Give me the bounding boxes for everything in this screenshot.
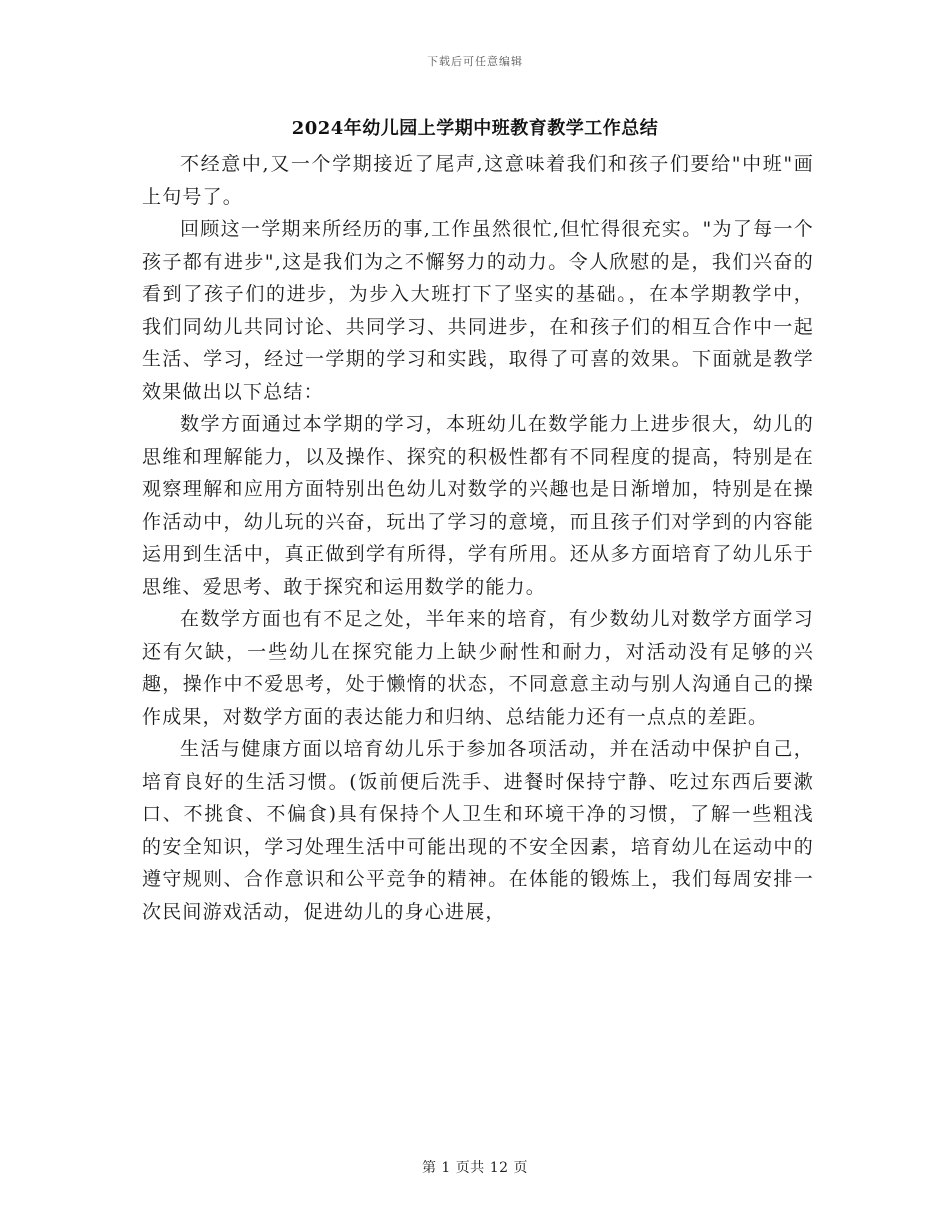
document-body — [142, 148, 814, 928]
paragraph-math-progress: 数学方面通过本学期的学习，本班幼儿在数学能力上进步很大，幼儿的思维和理解能力，以及操作、探究的积极性都有不同程度的提高，特别是在观察理解和应用方面特别出色幼儿对数学的兴趣也是日渐增加，特别是在操作活动中，幼儿玩的兴奋，玩出了学习的意境，而且孩子们对学到的内容能运用到生活中，真正做到学有所得，学有所用。还从多方面培育了幼儿乐于思维、爱思考、敢于探究和运用数学的能力。 — [142, 413, 814, 598]
paragraph-intro: 不经意中,又一个学期接近了尾声,这意味着我们和孩子们要给"中班"画上句号了。 — [142, 153, 814, 208]
paragraph-review: 回顾这一学期来所经历的事,工作虽然很忙,但忙得很充实。"为了每一个孩子都有进步",这是我们为之不懈努力的动力。令人欣慰的是，我们兴奋的看到了孩子们的进步，为步入大班打下了坚实的基础。，在本学期教学中，我们同幼儿共同讨论、共同学习、共同进步，在和孩子们的相互合作中一起生活、学习，经过一学期的学习和实践，取得了可喜的效果。下面就是教学效果做出以下总结： — [142, 218, 814, 403]
paragraph-math-shortcomings: 在数学方面也有不足之处，半年来的培育，有少数幼儿对数学方面学习还有欠缺，一些幼儿在探究能力上缺少耐性和耐力，对活动没有足够的兴趣，操作中不爱思考，处于懒惰的状态，不同意意主动与别人沟通自己的操作成果，对数学方面的表达能力和归纳、总结能力还有一点点的差距。 — [142, 608, 814, 728]
page-number-footer: 第 1 页共 12 页 — [421, 1160, 529, 1176]
page-header-note: 下载后可任意编辑 — [427, 55, 523, 68]
paragraph-life-health: 生活与健康方面以培育幼儿乐于参加各项活动，并在活动中保护自己，培育良好的生活习惯。(饭前便后洗手、进餐时保持宁静、吃过东西后要漱口、不挑食、不偏食)具有保持个人卫生和环境干净的习惯，了解一些粗浅的安全知识，学习处理生活中可能出现的不安全因素，培育幼儿在运动中的遵守规则、合作意识和公平竞争的精神。在体能的锻炼上，我们每周安排一次民间游戏活动，促进幼儿的身心进展， — [142, 738, 814, 923]
document-title: 2024年幼儿园上学期中班教育教学工作总结 — [291, 118, 659, 139]
